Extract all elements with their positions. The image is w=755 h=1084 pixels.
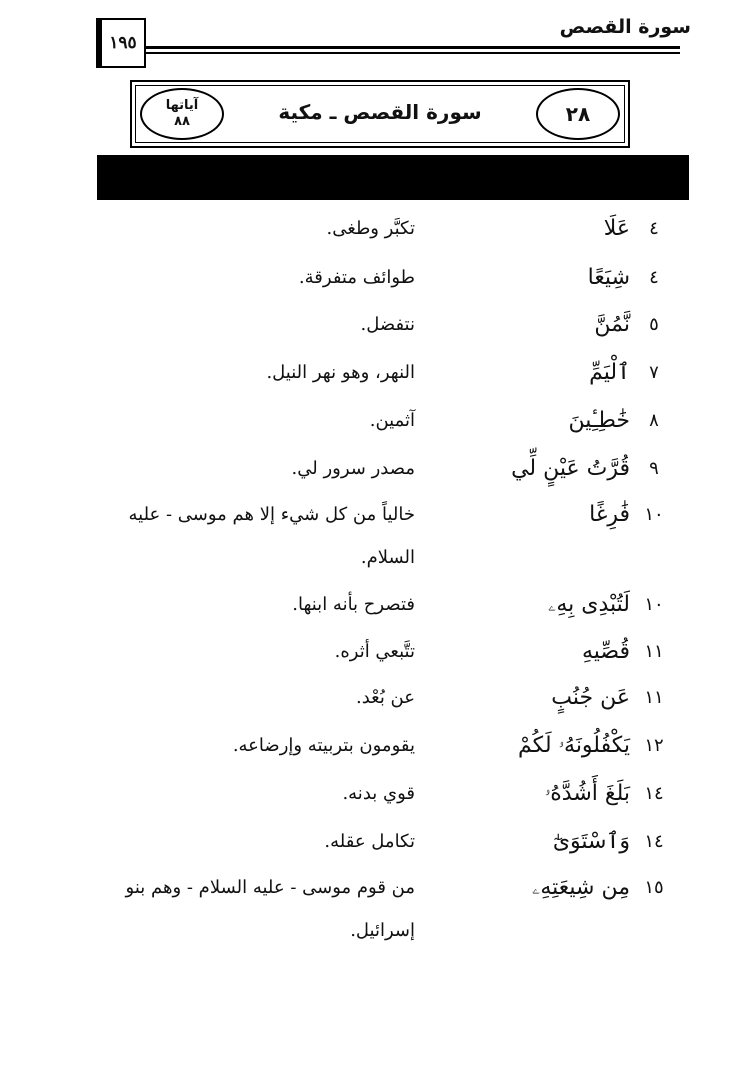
header-rule bbox=[146, 46, 680, 49]
word-meaning: تكامل عقله. bbox=[324, 831, 415, 852]
word-meaning: قوي بدنه. bbox=[342, 783, 415, 804]
quran-word: عَن جُنُبٍ bbox=[551, 685, 630, 710]
word-meaning: مصدر سرور لي. bbox=[291, 458, 415, 479]
verse-number: ١١ bbox=[644, 641, 664, 662]
quran-word: عَلَا bbox=[603, 216, 630, 241]
word-meaning: تتَّبعي أثره. bbox=[334, 641, 415, 662]
header-rule-thin bbox=[146, 52, 680, 54]
quran-word: ٱلْيَمِّ bbox=[589, 360, 630, 385]
surah-number-oval bbox=[536, 88, 620, 140]
word-meaning: من قوم موسى - عليه السلام - وهم بنو إسرائيل. bbox=[125, 877, 415, 941]
page-number: ١٩٥ bbox=[96, 18, 146, 68]
surah-title: سورة القصص ـ مكية bbox=[278, 100, 482, 124]
verse-number: ٤ bbox=[649, 218, 659, 239]
verse-number: ١٠ bbox=[644, 594, 664, 615]
word-meaning: تكبَّر وطغى. bbox=[326, 218, 415, 239]
quran-word: فَٰرِغًا bbox=[589, 502, 630, 527]
quran-word: نَّمُنَّ bbox=[594, 312, 630, 337]
verse-number: ٥ bbox=[649, 314, 659, 335]
verse-number: ١٤ bbox=[644, 831, 664, 852]
quran-word: شِيَعًا bbox=[587, 265, 630, 290]
running-title: سورة القصص bbox=[559, 16, 691, 38]
word-meaning: آثمين. bbox=[369, 410, 415, 431]
verse-number: ١٤ bbox=[644, 783, 664, 804]
quran-word: مِن شِيعَتِهِۦ bbox=[531, 875, 630, 900]
verse-number: ٧ bbox=[649, 362, 659, 383]
quran-word: لَتُبْدِى بِهِۦ bbox=[547, 592, 630, 617]
verse-number: ٩ bbox=[649, 458, 659, 479]
surah-banner bbox=[130, 80, 630, 148]
ayat-label: آياتها bbox=[165, 98, 199, 113]
verse-number: ١١ bbox=[644, 687, 664, 708]
quran-word: وَٱسْتَوَىٰٓ bbox=[552, 829, 630, 854]
word-meaning: طوائف متفرقة. bbox=[298, 267, 415, 288]
verse-number: ٨ bbox=[649, 410, 659, 431]
word-meaning: عن بُعْد. bbox=[355, 687, 415, 708]
quran-word: قُرَّتُ عَيْنٍ لِّي bbox=[511, 456, 630, 481]
ayat-count: ٨٨ bbox=[174, 114, 190, 129]
section-bar bbox=[97, 155, 689, 200]
quran-word: يَكْفُلُونَهُۥ لَكُمْ bbox=[518, 733, 630, 758]
word-meaning: نتفضل. bbox=[360, 314, 415, 335]
quran-word: قُصِّيهِ bbox=[581, 639, 630, 664]
word-meaning: يقومون بتربيته وإرضاعه. bbox=[232, 735, 415, 756]
verse-number: ٤ bbox=[649, 267, 659, 288]
surah-number: ٢٨ bbox=[565, 102, 591, 126]
word-meaning: خالياً من كل شيء إلا هم موسى - عليه السلام. bbox=[128, 504, 415, 568]
quran-word: بَلَغَ أَشُدَّهُۥ bbox=[544, 781, 630, 806]
verse-number: ١٥ bbox=[644, 877, 664, 898]
verse-number: ١٠ bbox=[644, 504, 664, 525]
quran-word: خَٰطِـِٔينَ bbox=[568, 408, 630, 433]
word-meaning: النهر، وهو نهر النيل. bbox=[266, 362, 415, 383]
verse-number: ١٢ bbox=[644, 735, 664, 756]
ayat-count-oval bbox=[140, 88, 224, 140]
word-meaning: فتصرح بأنه ابنها. bbox=[292, 594, 415, 615]
